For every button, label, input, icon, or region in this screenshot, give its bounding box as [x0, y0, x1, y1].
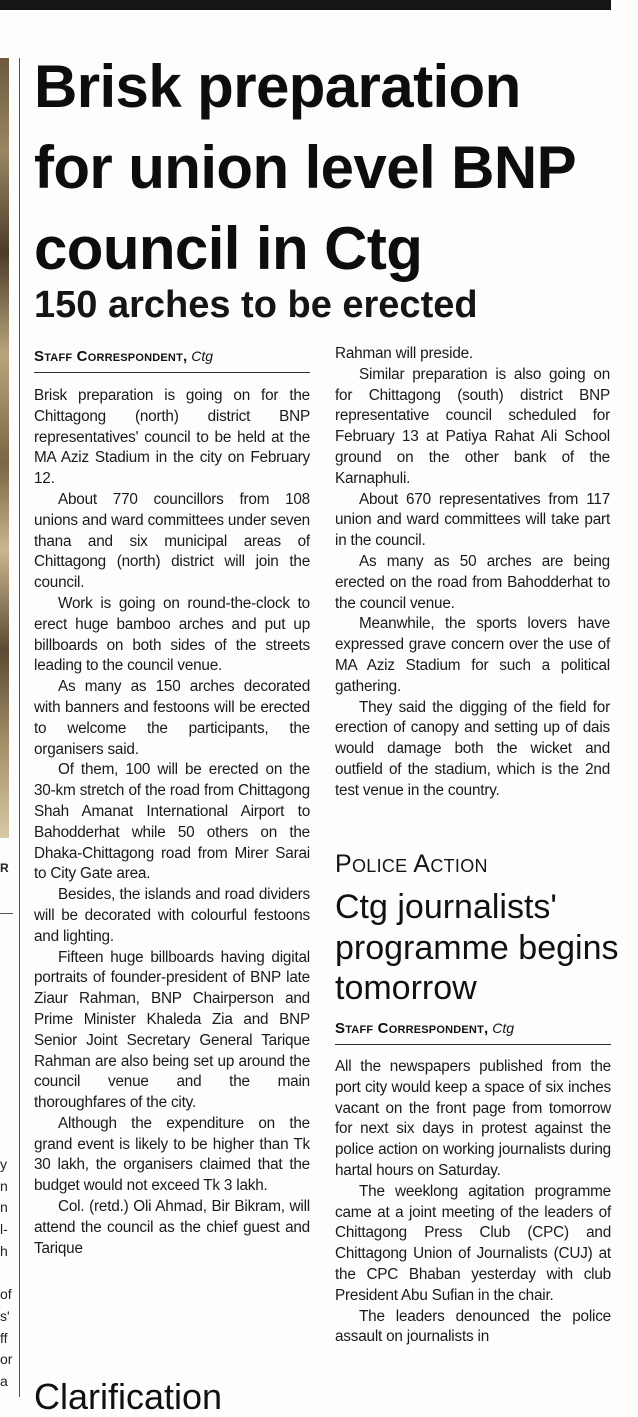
paragraph: The leaders denounced the police assault on journalists in [335, 1307, 611, 1346]
paragraph: About 670 representatives from 117 union and ward committees will take part in the council. [335, 490, 610, 550]
story-2-column [335, 1057, 611, 1348]
top-rule [0, 0, 611, 10]
paragraph: They said the digging of the field for erection of canopy and setting up of dais would damage both the wicket and outfield of the stadium, which is the 2nd test venue in the country. [335, 698, 610, 799]
left-fragment: of [0, 1286, 12, 1303]
left-fragment [0, 1262, 10, 1284]
left-fragment: s' [0, 1307, 10, 1324]
paragraph: Of them, 100 will be erected on the 30-km stretch of the road from Chittagong Shah Amanat International Airport to Bahodderhat while 50 others on the Dhaka-Chittagong road from Mirer Sarai to City Gate area. [34, 761, 310, 883]
story-2-kicker: Police Action [335, 850, 488, 878]
left-fragment: n [0, 1199, 8, 1216]
left-fragment: a [0, 1372, 8, 1389]
byline-rule [34, 372, 310, 373]
paragraph: As many as 50 arches are being erected on the road from Bahodderhat to the council venue. [335, 552, 610, 612]
byline-name: Staff Correspondent, [335, 1020, 489, 1037]
byline [34, 346, 213, 367]
paragraph: Work is going on round-the-clock to erect huge bamboo arches and put up billboards on both sides of the streets leading to the council venue. [34, 594, 310, 675]
paragraph: As many as 150 arches decorated with banners and festoons will be erected to welcome the participants, the organisers said. [34, 678, 310, 758]
article-column-1 [34, 386, 310, 1259]
left-column-fragments [0, 1154, 13, 1393]
story-2-byline [335, 1018, 514, 1039]
left-fragment: y [0, 1156, 7, 1172]
byline-location: Ctg [191, 348, 214, 364]
left-column-rule [0, 913, 13, 914]
article-headline: Brisk preparation for union level BNP council in Ctg [34, 53, 575, 282]
left-fragment: ff [0, 1329, 8, 1346]
paragraph: Although the expenditure on the grand event is likely to be higher than Tk 30 lakh, the organisers claimed that the budget would not exceed Tk 3 lakh. [34, 1114, 310, 1195]
paragraph: Similar preparation is also going on for Chittagong (south) district BNP representative council scheduled for February 13 at Patiya Rahat Ali School ground on the other bank of the Karnaphuli. [335, 365, 610, 487]
paragraph: Fifteen huge billboards having digital portraits of founder-president of BNP late Ziaur Rahman, BNP Chairperson and Prime Minister Khaleda Zia and BNP Senior Joint Secretary General Tarique Rahman are also being set up around the council venue and the main thoroughfares of the city. [34, 948, 310, 1112]
paragraph: Col. (retd.) Oli Ahmad, Bir Bikram, will attend the council as the chief guest and Tarique [34, 1198, 310, 1257]
clarification-heading: Clarification [34, 1376, 223, 1417]
left-column-fragment-r: R [0, 861, 9, 875]
paragraph: Besides, the islands and road dividers will be decorated with colourful festoons and lighting. [34, 886, 310, 945]
column-divider [19, 58, 20, 1397]
left-fragment: or [0, 1351, 13, 1368]
story-2-headline: Ctg journalists' programme begins tomorrow [335, 888, 619, 1007]
article-column-2 [335, 344, 610, 802]
left-fragment: n [0, 1177, 8, 1194]
paragraph: The weeklong agitation programme came at a joint meeting of the leaders of Chittagong Press Club (CPC) and Chittagong Union of Journalists (CUJ) at the CPC Bhaban yesterday with club President Abu Sufian in the chair. [335, 1182, 611, 1304]
adjacent-photo-edge [0, 58, 9, 838]
paragraph: All the newspapers published from the port city would keep a space of six inches vacant on the front page from tomorrow for next six days in protest against the police action on working journalists during hartal hours on Saturday. [335, 1058, 611, 1179]
left-fragment: h [0, 1242, 8, 1259]
article-subhead: 150 arches to be erected [34, 284, 478, 326]
paragraph: Brisk preparation is going on for the Chittagong (north) district BNP representatives' council to be held at the MA Aziz Stadium in the city on February 12. [34, 387, 310, 488]
paragraph: About 770 councillors from 108 unions and ward committees under seven thana and six municipal areas of Chittagong (north) district will join the council. [34, 490, 310, 592]
story-2-byline-rule [335, 1044, 611, 1045]
paragraph: Meanwhile, the sports lovers have expressed grave concern over the use of MA Aziz Stadium for such a political gathering. [335, 615, 610, 695]
byline-name: Staff Correspondent, [34, 348, 188, 365]
paragraph: Rahman will preside. [335, 345, 473, 362]
byline-location: Ctg [492, 1020, 515, 1036]
left-fragment: l- [0, 1221, 8, 1238]
